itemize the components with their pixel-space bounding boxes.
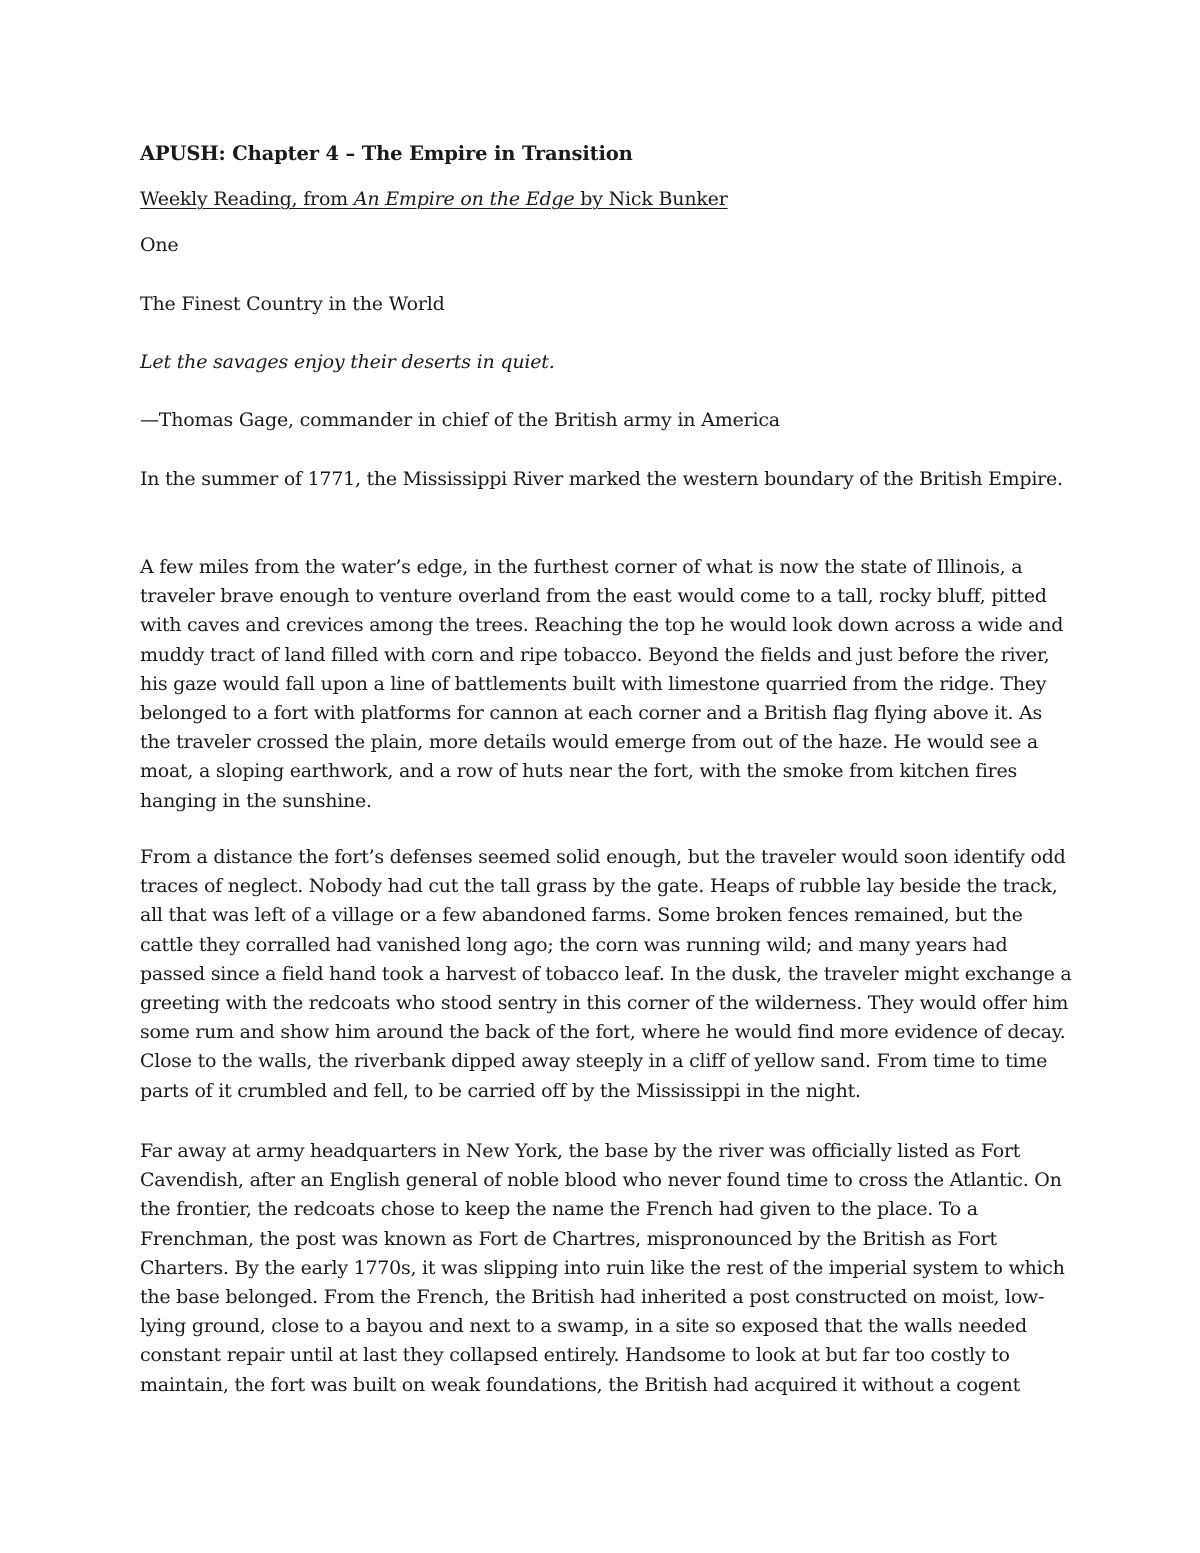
reading-source-prefix: Weekly Reading, from	[140, 188, 354, 210]
epigraph-attribution: —Thomas Gage, commander in chief of the British army in America	[140, 409, 780, 431]
paragraph-2: A few miles from the water’s edge, in the furthest corner of what is now the state of Illinois, a traveler brave enough to venture overland from the east would come to a tall, rocky bluff, pitted with caves and crevices among the trees. Reaching the top he would look down across a wide and muddy tract of land filled with corn and ripe tobacco. Beyond the fields and just before the river, his gaze would fall upon a line of battlements built with limestone quarried from the ridge. They belonged to a fort with platforms for cannon at each corner and a British flag flying above it. As the traveler crossed the plain, more details would emerge from out of the haze. He would see a moat, a sloping earthwork, and a row of huts near the fort, with the smoke from kitchen fires hanging in the sunshine.	[140, 556, 1064, 812]
reading-source-line	[140, 188, 728, 210]
document-title: APUSH: Chapter 4 – The Empire in Transition	[140, 142, 633, 165]
reading-source-suffix: by Nick Bunker	[574, 188, 728, 210]
book-title: An Empire on the Edge	[353, 188, 575, 210]
chapter-title: The Finest Country in the World	[140, 293, 445, 315]
paragraph-1: In the summer of 1771, the Mississippi River marked the western boundary of the British Empire.	[140, 468, 1063, 490]
chapter-number: One	[140, 234, 179, 256]
paragraph-4: Far away at army headquarters in New York, the base by the river was officially listed as Fort Cavendish, after an English general of noble blood who never found time to cross the Atlantic. On the frontier, the redcoats chose to keep the name the French had given to the place. To a Frenchman, the post was known as Fort de Chartres, mispronounced by the British as Fort Charters. By the early 1770s, it was slipping into ruin like the rest of the imperial system to which the base belonged. From the French, the British had inherited a post constructed on moist, low-lying ground, close to a bayou and next to a swamp, in a site so exposed that the walls needed constant repair until at last they collapsed entirely. Handsome to look at but far too costly to maintain, the fort was built on weak foundations, the British had acquired it without a cogent	[140, 1140, 1065, 1396]
paragraph-3: From a distance the fort’s defenses seemed solid enough, but the traveler would soon identify odd traces of neglect. Nobody had cut the tall grass by the gate. Heaps of rubble lay beside the track, all that was left of a village or a few abandoned farms. Some broken fences remained, but the cattle they corralled had vanished long ago; the corn was running wild; and many years had passed since a field hand took a harvest of tobacco leaf. In the dusk, the traveler might exchange a greeting with the redcoats who stood sentry in this corner of the wilderness. They would offer him some rum and show him around the back of the fort, where he would find more evidence of decay. Close to the walls, the riverbank dipped away steeply in a cliff of yellow sand. From time to time parts of it crumbled and fell, to be carried off by the Mississippi in the night.	[140, 846, 1072, 1102]
epigraph: Let the savages enjoy their deserts in quiet.	[140, 351, 555, 373]
